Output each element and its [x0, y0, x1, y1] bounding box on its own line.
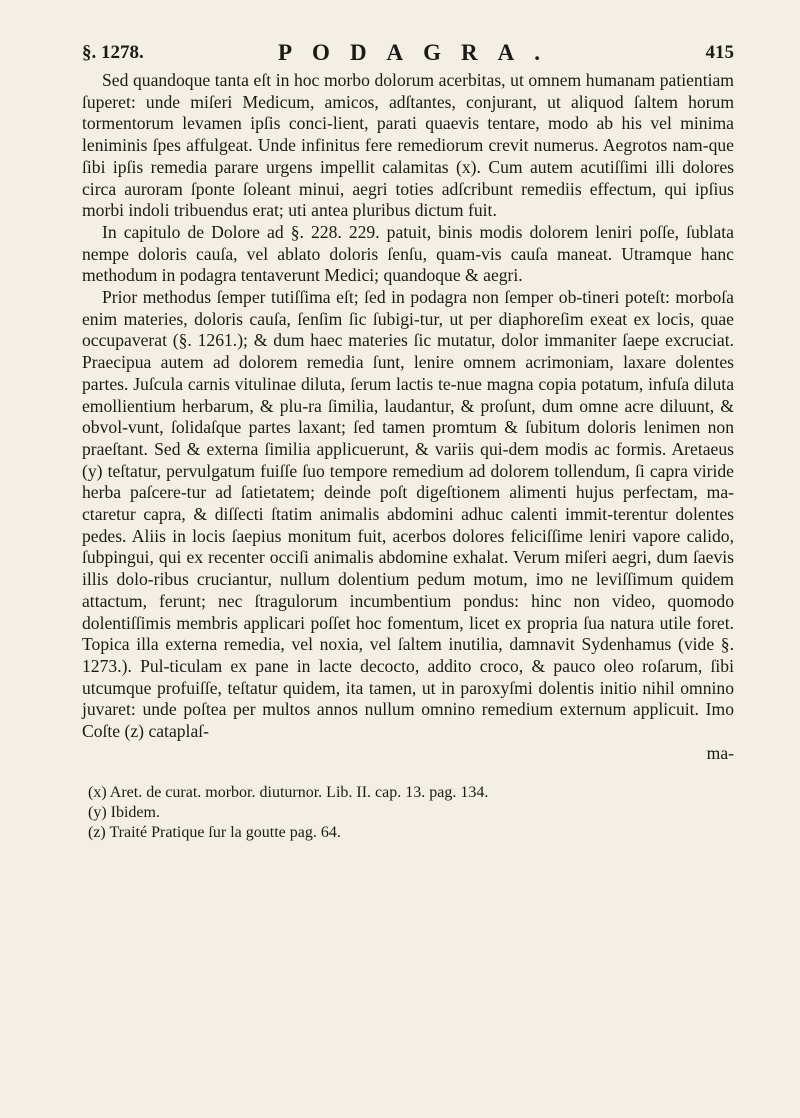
footnote-spacer: [82, 765, 734, 783]
paragraph-1: Sed quandoque tanta eſt in hoc morbo dolorum acerbitas, ut omnem humanam patientiam ſuperet: unde miſeri Medicum, amicos, adſtantes, conjurant, ut aliquod ſaltem horum tormentorum levamen ipſis conci-lient, parati quaevis tentare, modo ab his vel minima leniminis ſpes affulgeat. Unde infinitus fere remediorum crevit numerus. Aegrotos nam-que ſibi ipſis remedia parare urgens impellit calamitas (x). Cum autem acutiſſimi illi dolores circa auroram ſponte ſoleant minui, aegri toties adſcribunt remediis effectum, qui ipſius morbi indoli tribuendus erat; uti antea pluribus dictum fuit.: [82, 70, 734, 221]
page-title: PODAGRA.: [278, 40, 561, 65]
section-number: §. 1278.: [82, 42, 144, 63]
footnotes: [82, 783, 734, 843]
page-number: 415: [705, 42, 734, 63]
footnote-y: (y) Ibidem.: [88, 803, 160, 821]
paragraph-2: In capitulo de Dolore ad §. 228. 229. patuit, binis modis dolorem leniri poſſe, ſublata nempe doloris cauſa, vel ablato doloris ſenſu, quam-vis cauſa maneat. Utramque hanc methodum in podagra tentaverunt Medici; quandoque & aegri.: [82, 221, 734, 286]
catchword: ma-: [706, 742, 734, 763]
paragraph-3: Prior methodus ſemper tutiſſima eſt; ſed in podagra non ſemper ob-tineri poteſt: morboſa enim materies, doloris cauſa, ſenſim ſic ſubigi-tur, ut per diaphoreſim exeat ex locis, quae occupaverat (§. 1261.); & dum haec materies ſic mutatur, dolor immaniter ſaepe excruciat. Praecipua autem ad dolorem remedia ſunt, lenire omnem acrimoniam, laxare dolentes partes. Juſcula carnis vitulinae diluta, ſerum lactis te-nue magna copia potatum, infuſa diluta emollientium herbarum, & plu-ra ſimilia, laudantur, & proſunt, dum omne acre diluunt, & obvol-vunt, ſolidaſque partes laxant; ſed tamen promtum & ſubitum doloris lenimen non praeſtant. Sed & externa ſimilia applicuerunt, & variis qui-dem modis ac formis. Aretaeus (y) teſtatur, pervulgatum fuiſſe ſuo tempore remedium ad dolorem tollendum, ſi capra viride herba paſcere-tur ad ſatietatem; deinde poſt digeſtionem alimenti hujus perfectam, ma-ctaretur capra, & diſſecti ſtatim animalis abdomini adhuc calenti immit-terentur dolentes pedes. Aliis in locis ſaepius monitum fuit, acerbos dolores feliciſſime leniri vapore calido, ſubpingui, qui ex recenter occiſi animalis abdomine exhalat. Verum miſeri aegri, dum ſaevis illis dolo-ribus cruciantur, nullum dolentium pedum motum, imo ne leviſſimum quidem attactum, ferunt; nec ſtragulorum incumbentium pondus: hinc non video, quomodo dolentiſſimis membris applicari poſſet hoc fomentum, licet ex propria ſua natura utile foret. Topica illa externa remedia, vel noxia, vel ſaltem inutilia, damnavit Sydenhamus (vide §. 1273.). Pul-ticulam ex pane in lacte decocto, addito croco, & pauco oleo roſarum, ſibi utcumque profuiſſe, teſtatur quidem, ita tamen, ut in paroxyſmi dolentis initio nihil omnino juvaret: unde poſtea per multos annos nullum omnino remedium externum applicuit. Imo Coſte (z) cataplaſ-: [82, 287, 734, 742]
running-head: [82, 40, 734, 70]
footnote-x: (x) Aret. de curat. morbor. diuturnor. Lib. II. cap. 13. pag. 134.: [88, 783, 489, 801]
footnote-z: (z) Traité Pratique ſur la goutte pag. 64.: [88, 823, 341, 841]
body-text: [82, 70, 734, 743]
